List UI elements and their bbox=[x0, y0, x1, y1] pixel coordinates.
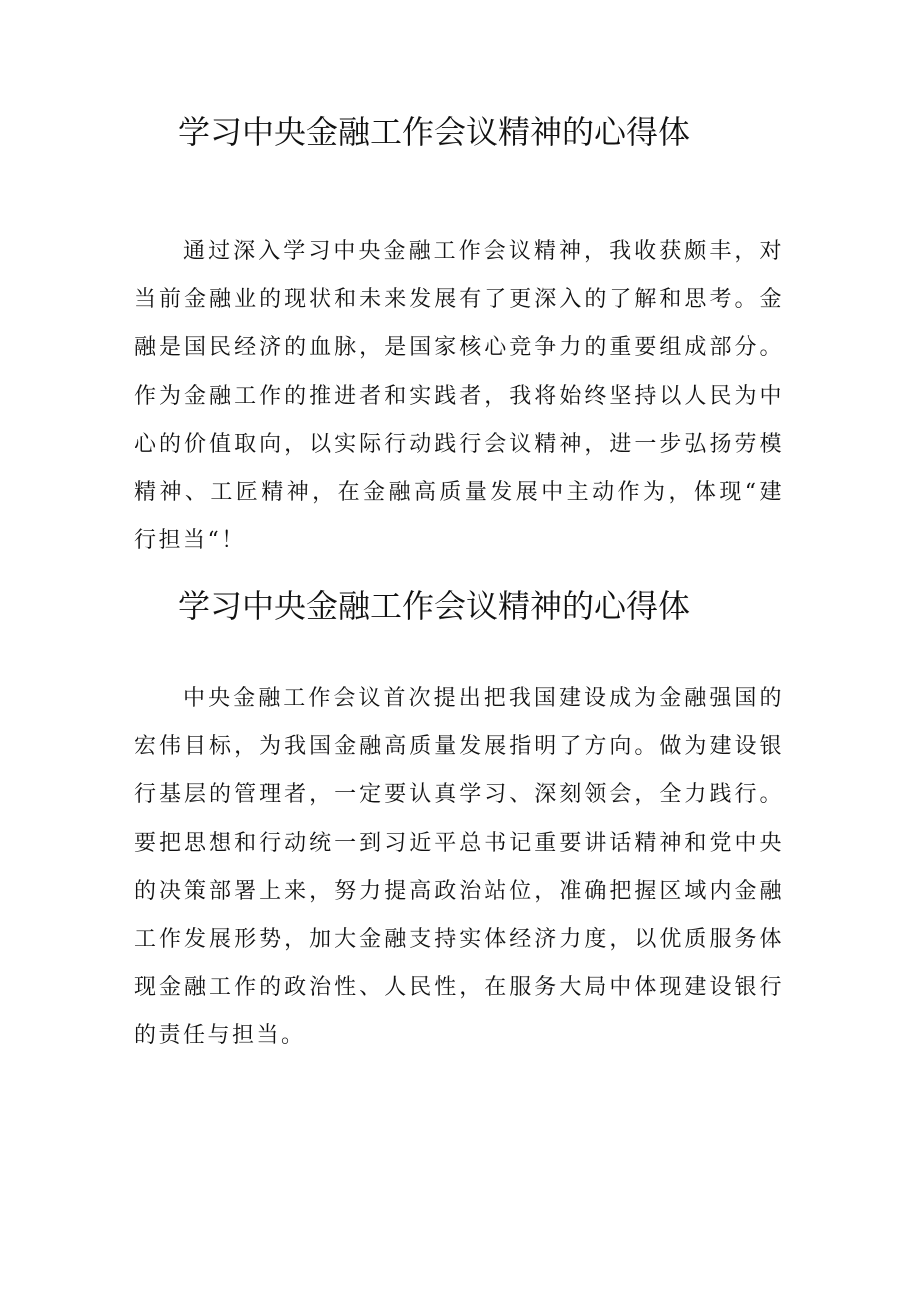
section-title: 学习中央金融工作会议精神的心得体 bbox=[178, 113, 691, 151]
section-paragraph: 通过深入学习中央金融工作会议精神，我收获颇丰，对当前金融业的现状和未来发展有了更深入的了解和思考。金融是国民经济的血脉，是国家核心竞争力的重要组成部分。作为金融工作的推进者和实践者，我将始终坚持以人民为中心的价值取向，以实际行动践行会议精神，进一步弘扬劳模精神、工匠精神，在金融高质量发展中主动作为，体现“建行担当“！ bbox=[134, 239, 784, 554]
section-paragraph: 中央金融工作会议首次提出把我国建设成为金融强国的宏伟目标，为我国金融高质量发展指明了方向。做为建设银行基层的管理者，一定要认真学习、深刻领会，全力践行。要把思想和行动统一到习近平总书记重要讲话精神和党中央的决策部署上来，努力提高政治站位，准确把握区域内金融工作发展形势，加大金融支持实体经济力度，以优质服务体现金融工作的政治性、人民性，在服务大局中体现建设银行的责任与担当。 bbox=[134, 686, 784, 1049]
section-title: 学习中央金融工作会议精神的心得体 bbox=[178, 587, 691, 625]
